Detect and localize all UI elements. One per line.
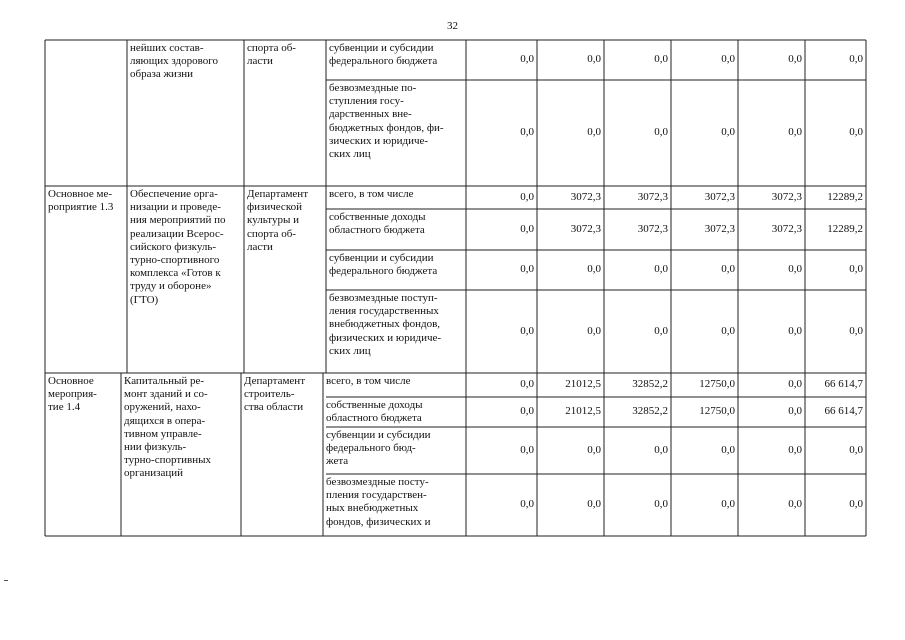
value-cell: 32852,2 xyxy=(632,378,668,390)
value-cell: 0,0 xyxy=(520,325,534,337)
value-cell: 12289,2 xyxy=(827,191,863,203)
value-cell: 12289,2 xyxy=(827,223,863,235)
value-cell: 12750,0 xyxy=(699,405,735,417)
funding-source-cell: субвенции и субсидии федерального бюджета xyxy=(329,42,438,68)
value-cell: 3072,3 xyxy=(637,191,668,203)
funding-source-cell: безвозмездные посту- пления государствен- ных внебюджетных фондов, физических и xyxy=(326,476,431,528)
event-name-cell: Капитальный ре- монт зданий и со- оружений, нахо- дящихся в опера- тивном управле- нии физкуль- турно-спортивных организаций xyxy=(124,375,212,480)
value-cell: 0,0 xyxy=(587,53,601,65)
funding-source-cell: всего, в том числе xyxy=(329,188,414,200)
value-cell: 0,0 xyxy=(721,498,735,510)
value-cell: 3072,3 xyxy=(704,191,735,203)
value-cell: 12750,0 xyxy=(699,378,735,390)
value-cell: 0,0 xyxy=(654,126,668,138)
funding-source-cell: безвозмездные по- ступления госу- дарственных вне- бюджетных фондов, фи- зических и юридиче- ских лиц xyxy=(329,82,444,161)
value-cell: 66 614,7 xyxy=(824,405,863,417)
value-cell: 0,0 xyxy=(520,378,534,390)
funding-source-cell: субвенции и субсидии федерального бюджета xyxy=(329,252,438,278)
funding-source-cell: субвенции и субсидии федерального бюд- жета xyxy=(326,429,431,468)
value-cell: 66 614,7 xyxy=(824,378,863,390)
event-code-cell: Основное мероприя- тие 1.4 xyxy=(48,375,97,414)
value-cell: 3072,3 xyxy=(570,223,601,235)
funding-source-cell: безвозмездные поступ- ления государственных внебюджетных фондов, физических и юридиче- ских лиц xyxy=(329,292,442,357)
value-cell: 0,0 xyxy=(721,444,735,456)
value-cell: 0,0 xyxy=(654,498,668,510)
executor-cell: Департамент строитель- ства области xyxy=(244,375,306,414)
value-cell: 0,0 xyxy=(587,498,601,510)
funding-source-cell: собственные доходы областного бюджета xyxy=(329,211,426,237)
value-cell: 0,0 xyxy=(520,191,534,203)
value-cell: 0,0 xyxy=(520,405,534,417)
value-cell: 0,0 xyxy=(520,498,534,510)
value-cell: 0,0 xyxy=(849,126,863,138)
value-cell: 0,0 xyxy=(788,405,802,417)
value-cell: 0,0 xyxy=(587,325,601,337)
value-cell: 0,0 xyxy=(520,223,534,235)
value-cell: 0,0 xyxy=(654,53,668,65)
value-cell: 0,0 xyxy=(587,126,601,138)
value-cell: 0,0 xyxy=(849,498,863,510)
value-cell: 0,0 xyxy=(721,263,735,275)
value-cell: 3072,3 xyxy=(704,223,735,235)
value-cell: 0,0 xyxy=(788,378,802,390)
event-name-cell: Обеспечение орга- низации и проведе- ния мероприятий по реализации Всерос- сийского физкуль- турно-спортивного комплекса «Готов к труду и обороне» (ГТО) xyxy=(130,188,226,306)
value-cell: 21012,5 xyxy=(565,405,601,417)
value-cell: 0,0 xyxy=(788,126,802,138)
value-cell: 0,0 xyxy=(520,263,534,275)
value-cell: 21012,5 xyxy=(565,378,601,390)
page-number: 32 xyxy=(447,20,458,32)
value-cell: 0,0 xyxy=(721,325,735,337)
value-cell: 0,0 xyxy=(788,498,802,510)
value-cell: 0,0 xyxy=(520,444,534,456)
value-cell: 0,0 xyxy=(654,263,668,275)
event-code-cell: Основное ме- роприятие 1.3 xyxy=(48,188,114,214)
funding-source-cell: всего, в том числе xyxy=(326,375,411,387)
value-cell: 0,0 xyxy=(721,126,735,138)
value-cell: 0,0 xyxy=(654,325,668,337)
value-cell: 0,0 xyxy=(788,444,802,456)
value-cell: 0,0 xyxy=(849,444,863,456)
value-cell: 3072,3 xyxy=(570,191,601,203)
value-cell: 3072,3 xyxy=(637,223,668,235)
value-cell: 0,0 xyxy=(587,444,601,456)
value-cell: 0,0 xyxy=(788,325,802,337)
value-cell: 0,0 xyxy=(849,325,863,337)
value-cell: 0,0 xyxy=(520,53,534,65)
value-cell: 0,0 xyxy=(587,263,601,275)
executor-cell: Департамент физической культуры и спорта об- ласти xyxy=(247,188,309,253)
value-cell: 32852,2 xyxy=(632,405,668,417)
value-cell: 3072,3 xyxy=(771,223,802,235)
value-cell: 0,0 xyxy=(788,53,802,65)
value-cell: 0,0 xyxy=(788,263,802,275)
value-cell: 0,0 xyxy=(520,126,534,138)
value-cell: 0,0 xyxy=(654,444,668,456)
value-cell: 3072,3 xyxy=(771,191,802,203)
value-cell: 0,0 xyxy=(721,53,735,65)
executor-cell: спорта об- ласти xyxy=(247,42,296,68)
value-cell: 0,0 xyxy=(849,263,863,275)
scan-edge-mark xyxy=(4,580,8,581)
value-cell: 0,0 xyxy=(849,53,863,65)
event-name-cell: нейших состав- ляющих здорового образа жизни xyxy=(130,42,218,81)
funding-source-cell: собственные доходы областного бюджета xyxy=(326,399,423,425)
